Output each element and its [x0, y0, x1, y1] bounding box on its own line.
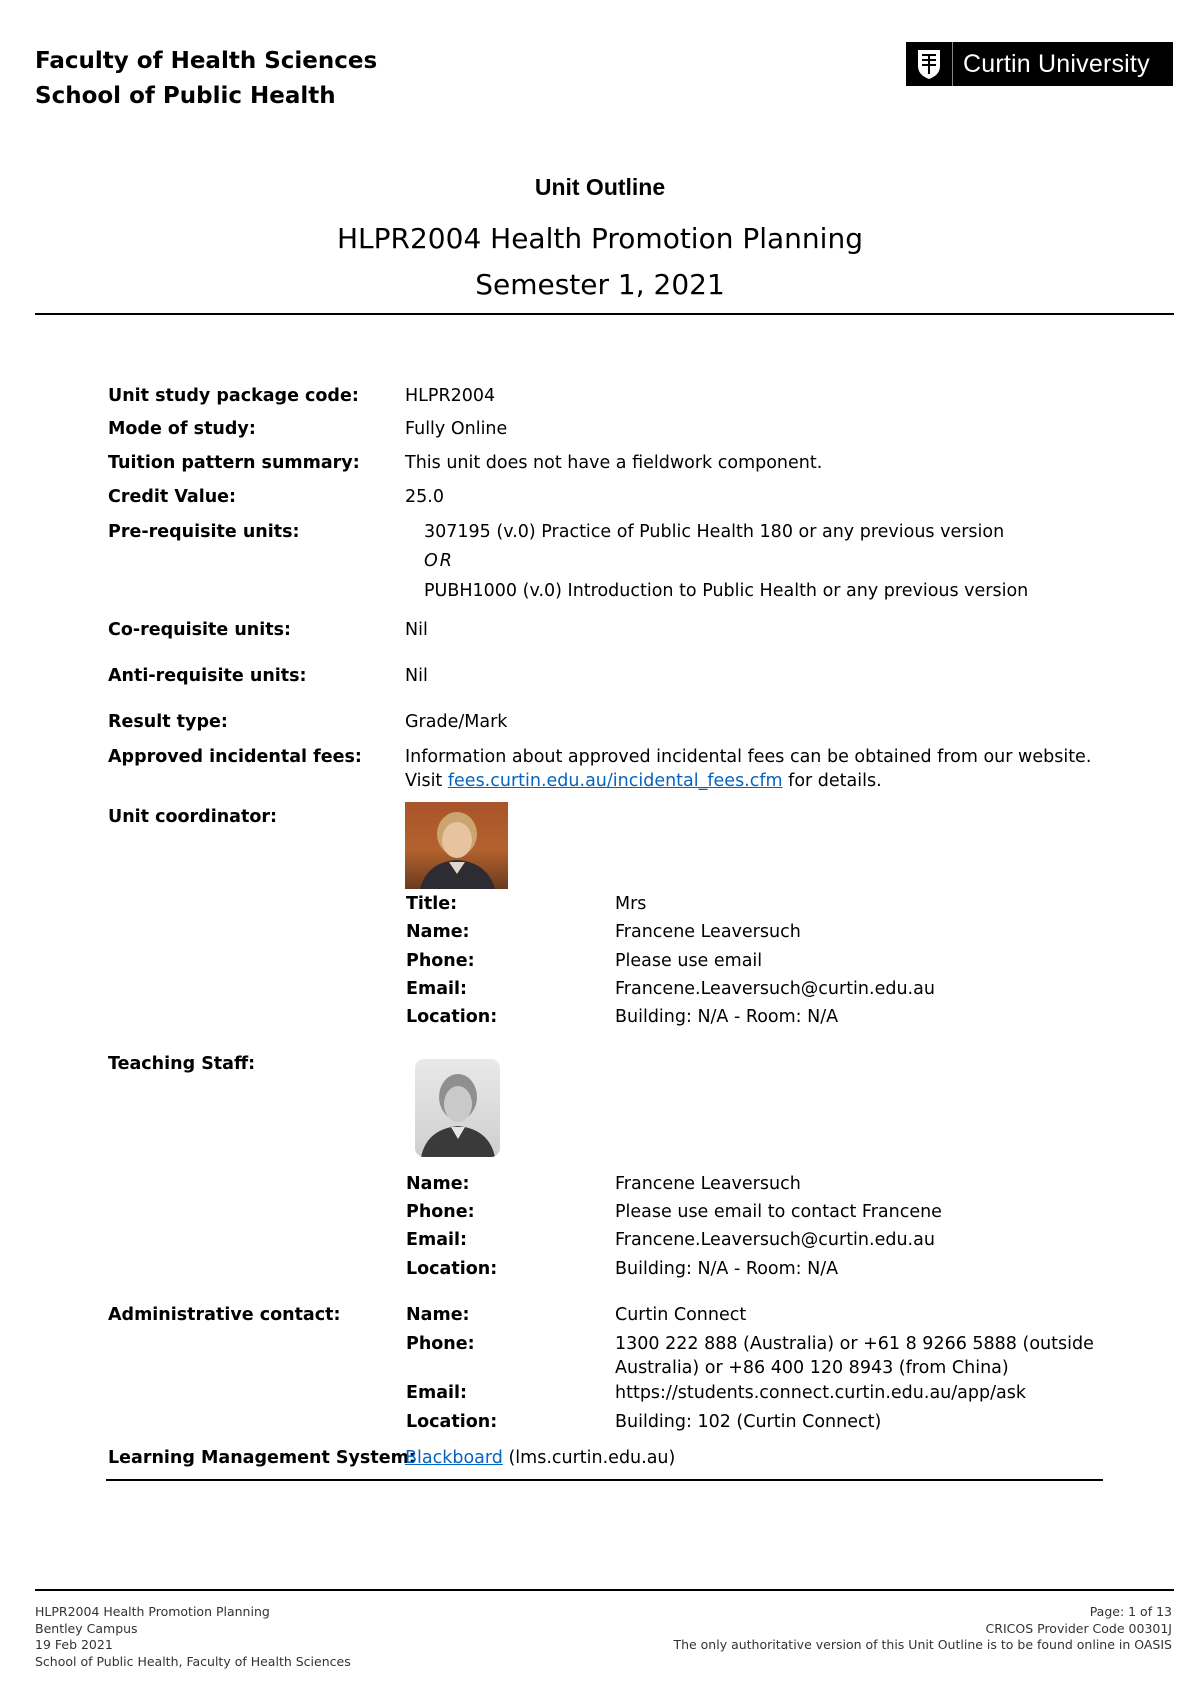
footer-date: 19 Feb 2021	[35, 1637, 113, 1652]
package-code-value: HLPR2004	[405, 386, 496, 406]
teaching-name-label: Name:	[406, 1174, 470, 1194]
school-name: School of Public Health	[35, 83, 336, 109]
coordinator-email-value: Francene.Leaversuch@curtin.edu.au	[615, 979, 935, 999]
mode-label: Mode of study:	[108, 419, 256, 439]
title-divider	[35, 313, 1174, 315]
coordinator-photo	[405, 802, 508, 889]
tuition-value: This unit does not have a fieldwork component.	[405, 453, 823, 473]
admin-phone-label: Phone:	[406, 1334, 475, 1354]
credit-label: Credit Value:	[108, 487, 237, 507]
coordinator-location-value: Building: N/A - Room: N/A	[615, 1007, 839, 1027]
teaching-phone-value: Please use email to contact Francene	[615, 1202, 942, 1222]
teaching-email-value: Francene.Leaversuch@curtin.edu.au	[615, 1230, 935, 1250]
footer-cricos: CRICOS Provider Code 00301J	[985, 1620, 1172, 1636]
package-code-label: Unit study package code:	[108, 386, 359, 406]
teaching-staff-label: Teaching Staff:	[108, 1054, 256, 1074]
lms-value	[405, 1448, 675, 1468]
coordinator-name-label: Name:	[406, 922, 470, 942]
credit-value: 25.0	[405, 487, 444, 507]
crest-icon	[906, 42, 953, 86]
result-type-label: Result type:	[108, 712, 228, 732]
antireq-value: Nil	[405, 666, 428, 686]
coordinator-phone-label: Phone:	[406, 951, 475, 971]
coordinator-title-value: Mrs	[615, 894, 647, 914]
footer-left	[35, 1604, 351, 1670]
curtin-logo	[906, 42, 1173, 86]
coordinator-name-value: Francene Leaversuch	[615, 922, 801, 942]
teaching-staff-photo	[415, 1059, 500, 1157]
footer-campus: Bentley Campus	[35, 1620, 138, 1636]
prereq-line-1: 307195 (v.0) Practice of Public Health 180 or any previous version	[424, 522, 1005, 542]
coreq-value: Nil	[405, 620, 428, 640]
admin-phone-line-2: Australia) or +86 400 120 8943 (from China)	[615, 1358, 1009, 1378]
document-kind: Unit Outline	[534, 174, 666, 200]
prereq-label: Pre-requisite units:	[108, 522, 300, 542]
blackboard-link[interactable]: Blackboard	[405, 1448, 503, 1468]
admin-contact-label: Administrative contact:	[108, 1305, 341, 1325]
coordinator-phone-value: Please use email	[615, 951, 763, 971]
tuition-label: Tuition pattern summary:	[108, 453, 360, 473]
antireq-label: Anti-requisite units:	[108, 666, 307, 686]
footer-unit: HLPR2004 Health Promotion Planning	[35, 1604, 270, 1619]
coordinator-label: Unit coordinator:	[108, 807, 277, 827]
teaching-location-value: Building: N/A - Room: N/A	[615, 1259, 839, 1279]
admin-location-value: Building: 102 (Curtin Connect)	[615, 1412, 882, 1432]
coordinator-location-label: Location:	[406, 1007, 498, 1027]
teaching-email-label: Email:	[406, 1230, 467, 1250]
footer-page-number: Page: 1 of 13	[1089, 1604, 1172, 1619]
fees-line-1: Information about approved incidental fees can be obtained from our website.	[405, 747, 1092, 767]
coreq-label: Co-requisite units:	[108, 620, 292, 640]
coordinator-title-label: Title:	[406, 894, 458, 914]
header-faculty-block	[35, 44, 377, 114]
fees-link[interactable]: fees.curtin.edu.au/incidental_fees.cfm	[447, 771, 783, 791]
lms-divider	[106, 1479, 1103, 1481]
logo-text: Curtin University	[963, 49, 1150, 78]
footer-authoritative-note: The only authoritative version of this Unit Outline is to be found online in OASIS	[673, 1637, 1172, 1652]
footer-school: School of Public Health, Faculty of Health Sciences	[35, 1653, 351, 1669]
fees-after-text: for details.	[788, 771, 882, 791]
result-type-value: Grade/Mark	[405, 712, 508, 732]
teaching-name-value: Francene Leaversuch	[615, 1174, 801, 1194]
admin-name-value: Curtin Connect	[615, 1305, 747, 1325]
admin-name-label: Name:	[406, 1305, 470, 1325]
unit-title: HLPR2004 Health Promotion Planning	[337, 222, 863, 255]
fees-visit-text: Visit	[405, 771, 443, 791]
faculty-name: Faculty of Health Sciences	[35, 48, 378, 74]
semester: Semester 1, 2021	[475, 268, 725, 301]
fees-label: Approved incidental fees:	[108, 747, 362, 767]
teaching-phone-label: Phone:	[406, 1202, 475, 1222]
admin-phone-line-1: 1300 222 888 (Australia) or +61 8 9266 5888 (outside	[615, 1334, 1094, 1354]
teaching-location-label: Location:	[406, 1259, 498, 1279]
admin-email-value: https://students.connect.curtin.edu.au/app/ask	[615, 1383, 1026, 1403]
lms-url-text: (lms.curtin.edu.au)	[508, 1448, 676, 1468]
footer-right	[673, 1604, 1172, 1654]
prereq-line-2: PUBH1000 (v.0) Introduction to Public Health or any previous version	[424, 581, 1029, 601]
admin-location-label: Location:	[406, 1412, 498, 1432]
mode-value: Fully Online	[405, 419, 508, 439]
prereq-or: OR	[424, 551, 454, 571]
coordinator-email-label: Email:	[406, 979, 467, 999]
admin-email-label: Email:	[406, 1383, 467, 1403]
footer-divider	[35, 1589, 1174, 1591]
lms-label: Learning Management System:	[108, 1448, 416, 1468]
fees-line-2	[405, 771, 882, 791]
